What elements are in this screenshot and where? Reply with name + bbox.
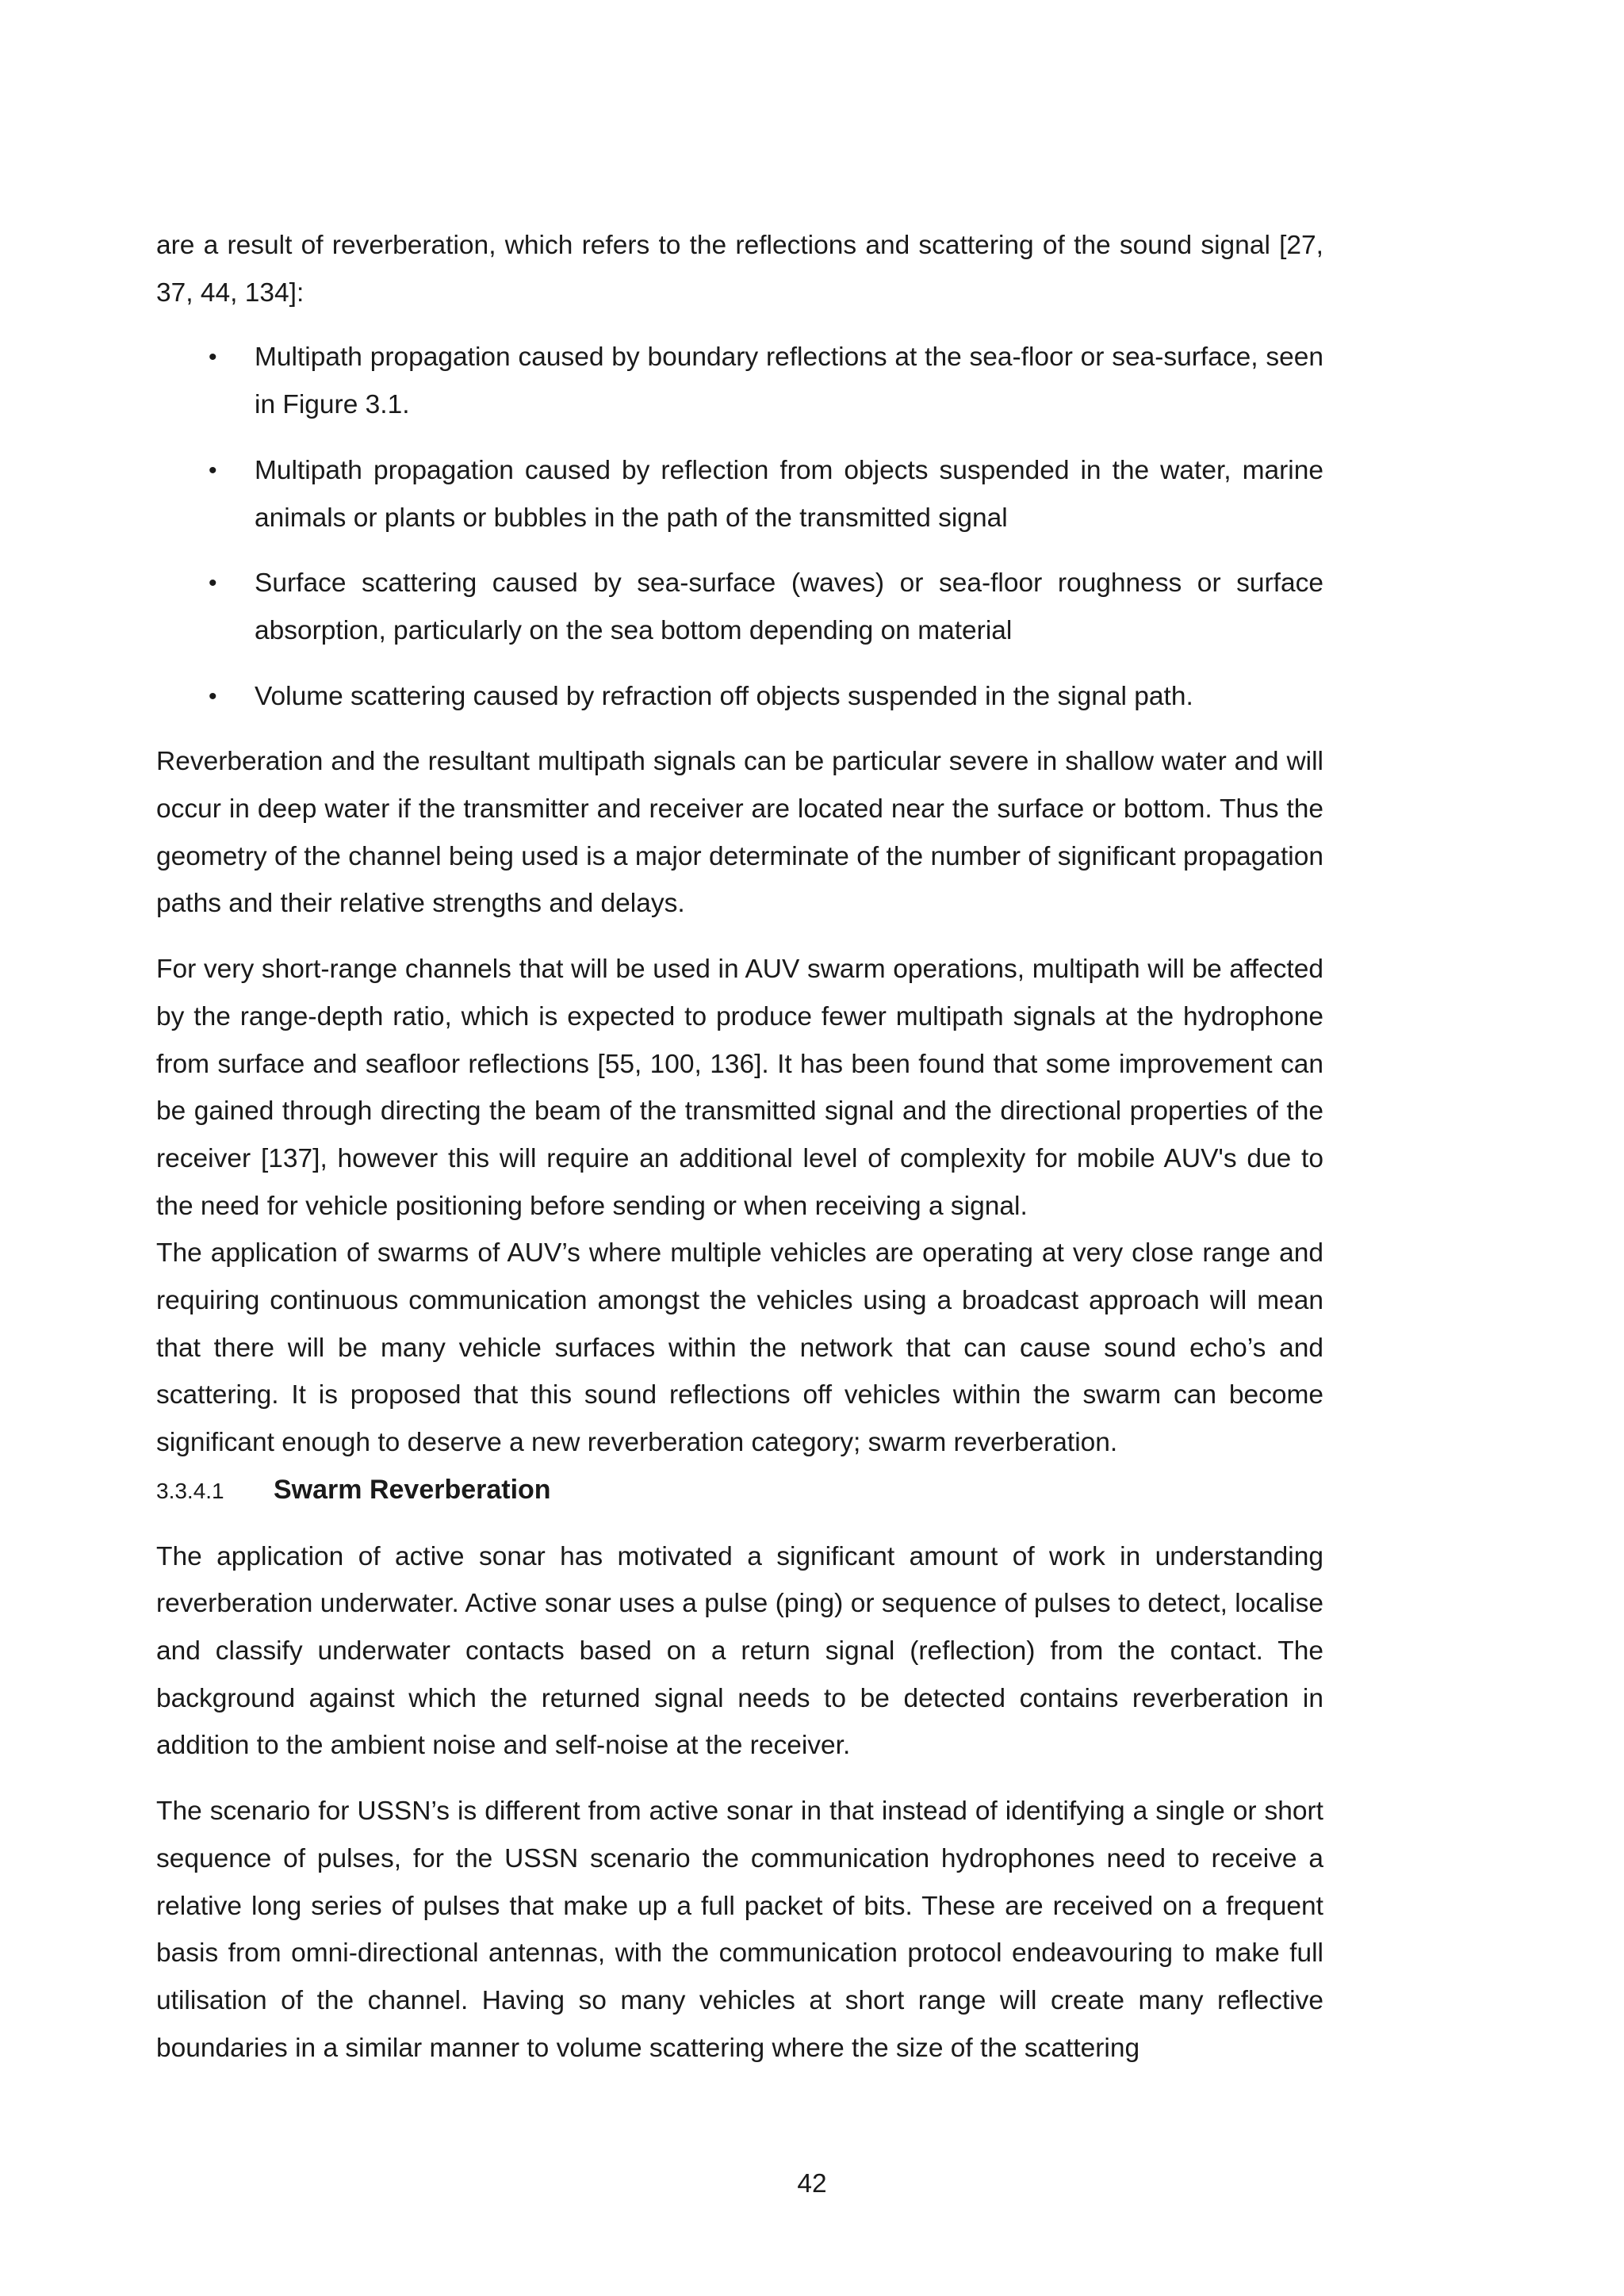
bullet-icon: •	[209, 570, 217, 597]
document-body	[156, 222, 1323, 2072]
section-title: Swarm Reverberation	[274, 1474, 551, 1505]
paragraph-ussn-scenario: The scenario for USSN’s is different from active sonar in that instead of identifying a single or short sequence of pulses, for the USSN scenario the communication hydrophones need to receive a relative long series of pulses that make up a full packet of bits. These are received on a frequent basis from omni-directional antennas, with the communication protocol endeavouring to make full utilisation of the channel. Having so many vehicles at short range will create many reflective boundaries in a similar manner to volume scattering where the size of the scattering	[156, 1797, 1323, 2063]
section-number: 3.3.4.1	[156, 1478, 224, 1503]
section-heading	[156, 1467, 1323, 1515]
bullet-icon: •	[209, 344, 217, 371]
list-item	[156, 560, 1323, 654]
list-item-text: Surface scattering caused by sea-surface (waves) or sea-floor roughness or surface absorption, particularly on the sea bottom depending on material	[255, 568, 1323, 645]
bullet-icon: •	[209, 457, 217, 484]
paragraph-swarm-application: The application of swarms of AUV’s where multiple vehicles are operating at very close range and requiring continuous communication amongst the vehicles using a broadcast approach will mean that there will be many vehicle surfaces within the network that can cause sound echo’s and scattering. It is proposed that this sound reflections off vehicles within the swarm can become significant enough to deserve a new reverberation category; swarm reverberation.	[156, 1238, 1323, 1458]
list-item	[156, 334, 1323, 428]
page-number: 42	[797, 2169, 827, 2198]
list-item	[156, 673, 1323, 721]
list-item-text: Volume scattering caused by refraction off objects suspended in the signal path.	[255, 681, 1193, 711]
bullet-icon: •	[209, 683, 217, 710]
paragraph-intro: are a result of reverberation, which refers to the reflections and scattering of the sound signal [27, 37, 44, 134]:	[156, 231, 1323, 308]
paragraph-multipath-severity: Reverberation and the resultant multipath signals can be particular severe in shallow water and will occur in deep water if the transmitter and receiver are located near the surface or bottom. Thus the geometry of the channel being used is a major determinate of the number of significant propagation paths and their relative strengths and delays.	[156, 747, 1323, 919]
list-item	[156, 447, 1323, 541]
paragraph-short-range-channels: For very short-range channels that will be used in AUV swarm operations, multipath will be affected by the range-depth ratio, which is expected to produce fewer multipath signals at the hydrophone from surface and seafloor reflections [55, 100, 136]. It has been found that some improvement can be gained through directing the beam of the transmitted signal and the directional properties of the receiver [137], however this will require an additional level of complexity for mobile AUV's due to the need for vehicle positioning before sending or when receiving a signal.	[156, 955, 1323, 1221]
reverberation-causes-list	[156, 334, 1323, 720]
list-item-text: Multipath propagation caused by boundary reflections at the sea-floor or sea-surface, seen in Figure 3.1.	[255, 342, 1323, 420]
paragraph-active-sonar: The application of active sonar has motivated a significant amount of work in understanding reverberation underwater. Active sonar uses a pulse (ping) or sequence of pulses to detect, localise and classify underwater contacts based on a return signal (reflection) from the contact. The background against which the returned signal needs to be detected contains reverberation in addition to the ambient noise and self-noise at the receiver.	[156, 1541, 1323, 1761]
list-item-text: Multipath propagation caused by reflection from objects suspended in the water, marine animals or plants or bubbles in the path of the transmitted signal	[255, 455, 1323, 533]
